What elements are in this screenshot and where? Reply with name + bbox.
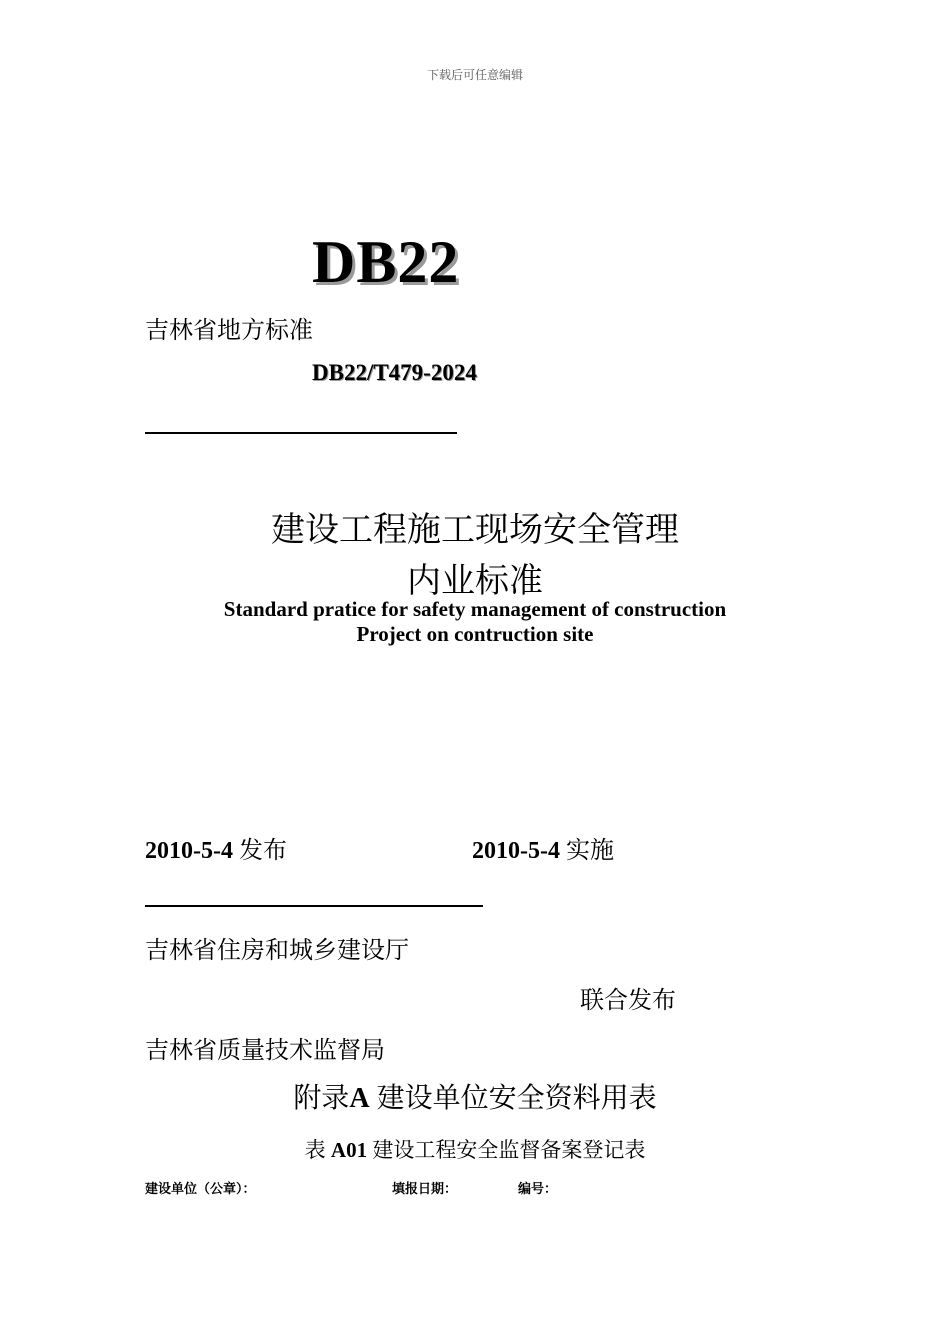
standard-type: 吉林省地方标准 [145, 316, 313, 344]
appendix-prefix: 附录 [293, 1081, 350, 1114]
table-code: A01 [330, 1138, 368, 1162]
title-chinese-line-2: 内业标准 [407, 561, 543, 601]
publish-date [145, 830, 287, 865]
publish-date-value: 2010-5-4 [145, 838, 233, 864]
issuer-quality-bureau: 吉林省质量技术监督局 [145, 1036, 385, 1064]
implement-date-value: 2010-5-4 [472, 838, 560, 864]
divider-top [145, 432, 457, 434]
fill-date-label: 填报日期： [392, 1182, 458, 1197]
header-note: 下载后可任意编辑 [426, 68, 523, 82]
table-heading [0, 1134, 950, 1164]
title-english-line-1: Standard pratice for safety management of construction [223, 597, 727, 621]
table-prefix: 表 [304, 1138, 326, 1162]
implement-date-label: 实施 [565, 836, 614, 864]
title-chinese-line-1: 建设工程施工现场安全管理 [271, 510, 679, 550]
title-english-line-2: Project on contruction site [356, 622, 594, 646]
standard-code-large: DB22 [312, 229, 460, 295]
construction-unit-label: 建设单位（公章）： [145, 1182, 256, 1197]
appendix-heading [0, 1076, 950, 1116]
issuer-housing-department: 吉林省住房和城乡建设厅 [145, 936, 409, 964]
appendix-letter: A [349, 1083, 370, 1114]
serial-number-label: 编号： [518, 1182, 558, 1197]
implement-date [472, 830, 614, 865]
table-title: 建设工程安全监督备案登记表 [372, 1138, 646, 1162]
appendix-title: 建设单位安全资料用表 [376, 1081, 657, 1114]
standard-number: DB22/T479-2024 [312, 360, 477, 385]
publish-date-label: 发布 [238, 836, 287, 864]
divider-bottom [145, 905, 483, 907]
joint-publish-label: 联合发布 [580, 986, 676, 1014]
